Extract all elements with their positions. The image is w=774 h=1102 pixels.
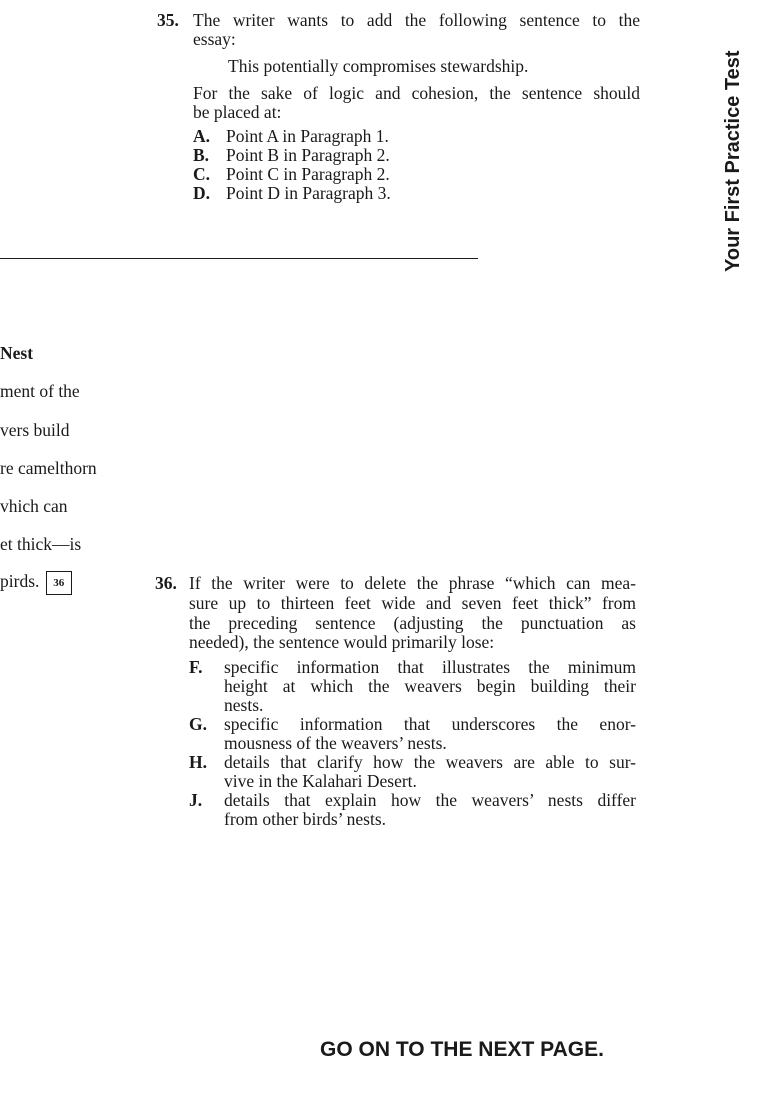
option-letter: B. (193, 145, 210, 165)
option-letter: D. (193, 183, 211, 203)
side-title: Your First Practice Test (722, 50, 744, 272)
question-prompt-line: be placed at: (193, 102, 282, 122)
option-text-line: from other birds’ nests. (224, 809, 387, 829)
answer-option-b[interactable] (193, 146, 390, 165)
option-text-line: specific information that underscores the enor- (224, 714, 636, 734)
option-text: Point C in Paragraph 2. (226, 164, 390, 184)
answer-option-d[interactable] (193, 184, 391, 203)
answer-option-c[interactable] (193, 165, 390, 184)
passage-line-text: pirds. (0, 571, 40, 592)
question-stem-line: essay: (193, 29, 236, 49)
option-text: Point D in Paragraph 3. (226, 183, 391, 203)
passage-line: re camelthorn (0, 458, 97, 478)
option-text-line: details that clarify how the weavers are able to sur- (224, 752, 636, 772)
passage-line: et thick—is (0, 534, 82, 554)
option-text-line: mousness of the weavers’ nests. (224, 733, 447, 753)
passage-line (0, 571, 72, 595)
option-text-line: height at which the weavers begin building their (224, 676, 636, 696)
question-stem-line: the preceding sentence (adjusting the punctuation as (189, 613, 636, 633)
question-stem-line: needed), the sentence would primarily lose: (189, 632, 495, 652)
passage-heading: Nest (0, 343, 34, 363)
inserted-sentence: This potentially compromises stewardship. (228, 56, 529, 76)
option-letter: J. (189, 790, 203, 810)
option-text-line: details that explain how the weavers’ nests differ (224, 790, 636, 810)
option-text: Point B in Paragraph 2. (226, 145, 390, 165)
question-number: 36. (155, 573, 177, 593)
option-text-line: specific information that illustrates the minimum (224, 657, 636, 677)
option-letter: A. (193, 126, 211, 146)
passage-line: ment of the (0, 381, 80, 401)
passage-line: vers build (0, 420, 70, 440)
option-text-line: vive in the Kalahari Desert. (224, 771, 417, 791)
option-letter: G. (189, 714, 207, 734)
passage-line: vhich can (0, 496, 68, 516)
section-divider (0, 258, 478, 259)
answer-option-a[interactable] (193, 127, 389, 146)
next-page-notice: GO ON TO THE NEXT PAGE. (320, 1038, 604, 1061)
question-number: 35. (157, 10, 179, 30)
question-stem-line: The writer wants to add the following sentence to the (193, 10, 640, 30)
question-prompt-line: For the sake of logic and cohesion, the sentence should (193, 83, 640, 103)
question-marker-box: 36 (46, 571, 72, 595)
question-stem-line: If the writer were to delete the phrase “which can mea- (189, 573, 636, 593)
option-letter: F. (189, 657, 203, 677)
option-letter: H. (189, 752, 207, 772)
option-letter: C. (193, 164, 211, 184)
question-stem-line: sure up to thirteen feet wide and seven feet thick” from (189, 593, 636, 613)
option-text-line: nests. (224, 695, 264, 715)
option-text: Point A in Paragraph 1. (226, 126, 389, 146)
